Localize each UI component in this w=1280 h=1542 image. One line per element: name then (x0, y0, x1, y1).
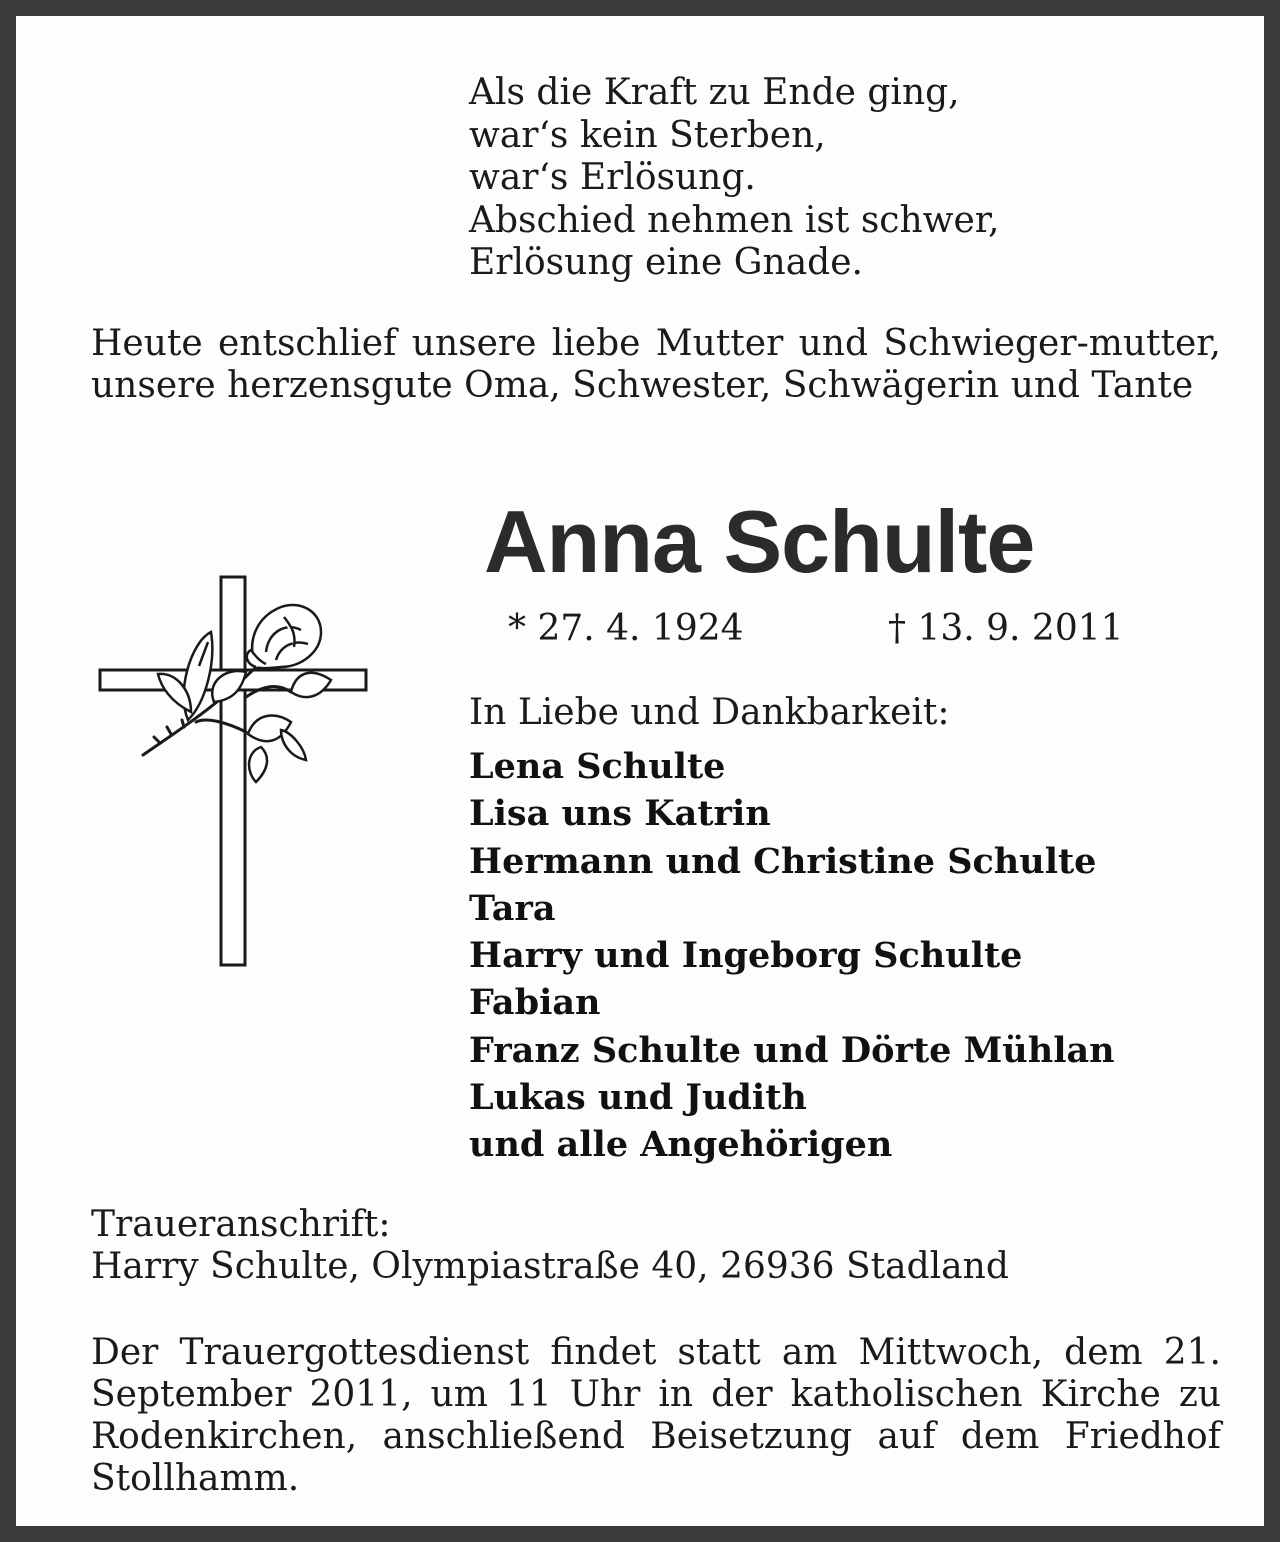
memorial-poem: Als die Kraft zu Ende ging, war‘s kein Sterben, war‘s Erlösung. Abschied nehmen ist schwer, Erlösung eine Gnade. (469, 72, 1000, 283)
cross-with-rose-icon (96, 572, 376, 976)
mourner-name: Lisa uns Katrin (469, 793, 771, 835)
mourner-name: Harry und Ingeborg Schulte (469, 935, 1023, 977)
mourner-name: Hermann und Christine Schulte (469, 840, 1097, 882)
address-label: Traueranschrift: (91, 1204, 391, 1245)
mourners-list (469, 743, 1115, 1169)
mourner-name: Tara (469, 887, 556, 929)
funeral-service-text: Der Trauergottesdienst findet statt am Mittwoch, dem 21. September 2011, um 11 Uhr in der katholischen Kirche zu Rodenkirchen, anschließend Beisetzung auf dem Friedhof Stollhamm. (91, 1332, 1221, 1499)
mourner-name: Lena Schulte (469, 746, 726, 787)
intro-text: Heute entschlief unsere liebe Mutter und Schwieger-mutter, unsere herzensgute Oma, Schwester, Schwägerin und Tante (91, 323, 1221, 406)
mourner-name: Lukas und Judith (469, 1077, 807, 1119)
mourner-name: Fabian (469, 982, 601, 1024)
address-value: Harry Schulte, Olympiastraße 40, 26936 Stadland (91, 1246, 1009, 1287)
deceased-name: Anna Schulte (484, 492, 1035, 591)
mourner-name: Franz Schulte und Dörte Mühlan (469, 1029, 1115, 1071)
death-date: † 13. 9. 2011 (888, 608, 1124, 649)
mourners-heading: In Liebe und Dankbarkeit: (469, 692, 950, 733)
mourning-address (91, 1204, 1009, 1288)
birth-date: * 27. 4. 1924 (508, 608, 744, 649)
mourner-name: und alle Angehörigen (469, 1124, 893, 1166)
